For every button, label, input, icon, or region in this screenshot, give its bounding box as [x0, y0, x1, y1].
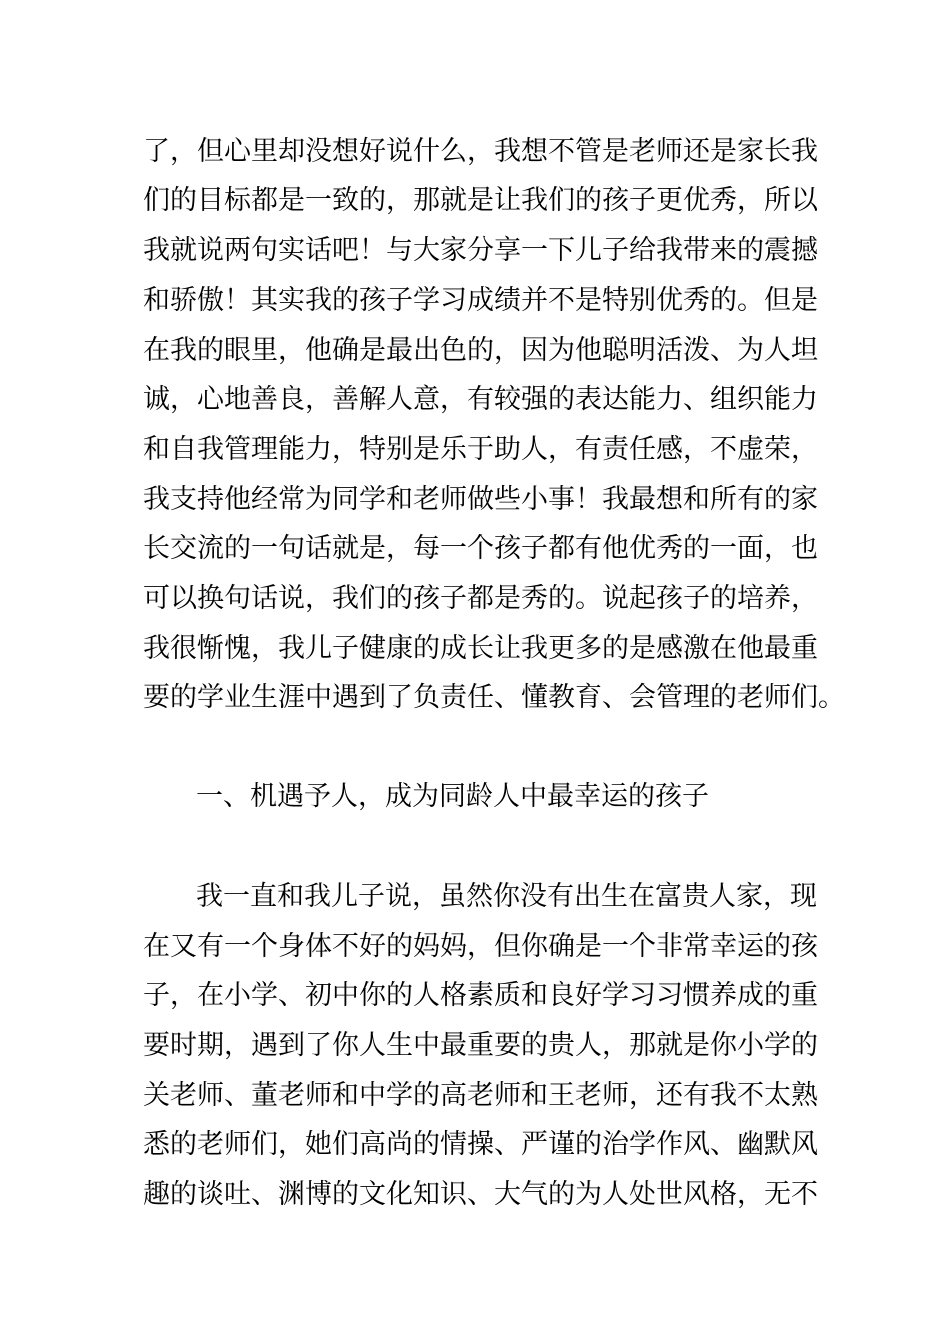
paragraph-line: 们的目标都是一致的，那就是让我们的孩子更优秀，所以 — [143, 185, 818, 216]
paragraph-line: 关老师、董老师和中学的高老师和王老师，还有我不太熟 — [143, 1080, 818, 1111]
paragraph-line: 和自我管理能力，特别是乐于助人，有责任感，不虚荣， — [143, 434, 818, 465]
paragraph-line: 在我的眼里，他确是最出色的，因为他聪明活泼、为人坦 — [143, 335, 818, 366]
paragraph-line: 在又有一个身体不好的妈妈，但你确是一个非常幸运的孩 — [143, 931, 818, 962]
paragraph-line: 要的学业生涯中遇到了负责任、懂教育、会管理的老师们。 — [143, 682, 845, 713]
paragraph-line: 我一直和我儿子说，虽然你没有出生在富贵人家，现 — [196, 881, 817, 912]
paragraph-line: 子，在小学、初中你的人格素质和良好学习习惯养成的重 — [143, 980, 818, 1011]
paragraph-line: 要时期，遇到了你人生中最重要的贵人，那就是你小学的 — [143, 1030, 818, 1061]
paragraph-line: 我就说两句实话吧！与大家分享一下儿子给我带来的震撼 — [143, 235, 818, 266]
paragraph-line: 趣的谈吐、渊博的文化知识、大气的为人处世风格，无不 — [143, 1179, 818, 1210]
paragraph-line: 和骄傲！其实我的孩子学习成绩并不是特别优秀的。但是 — [143, 285, 818, 316]
paragraph-line: 我支持他经常为同学和老师做些小事！我最想和所有的家 — [143, 484, 818, 515]
section-heading: 一、机遇予人，成为同龄人中最幸运的孩子 — [196, 781, 709, 812]
paragraph-line: 长交流的一句话就是，每一个孩子都有他优秀的一面，也 — [143, 533, 818, 564]
paragraph-line: 我很惭愧，我儿子健康的成长让我更多的是感激在他最重 — [143, 633, 818, 664]
paragraph-line: 可以换句话说，我们的孩子都是秀的。说起孩子的培养， — [143, 583, 818, 614]
paragraph-line: 悉的老师们，她们高尚的情操、严谨的治学作风、幽默风 — [143, 1129, 818, 1160]
paragraph-line: 了，但心里却没想好说什么，我想不管是老师还是家长我 — [143, 136, 818, 167]
paragraph-line: 诚，心地善良，善解人意，有较强的表达能力、组织能力 — [143, 384, 818, 415]
